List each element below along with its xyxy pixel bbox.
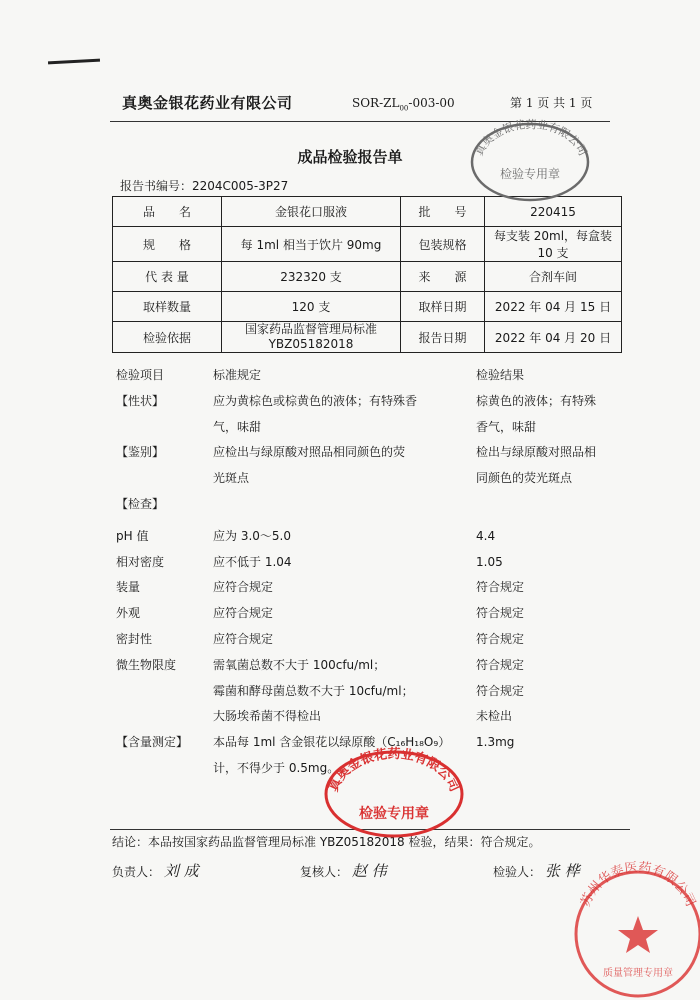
info-value: 每支装 20ml，每盒装 10 支 (485, 227, 622, 262)
result-item: 【含量测定】 (116, 735, 189, 750)
seal-corner-center-text: 质量管理专用章 (603, 968, 673, 979)
result-item: 外观 (116, 606, 141, 621)
seal-top-center-text: 检验专用章 (499, 167, 561, 181)
seal-top-ring-text: 真奥金银花药业有限公司 (472, 118, 590, 158)
seal-center-ring-text: 真奥金银花药业有限公司 (326, 747, 462, 795)
result-value: 符合规定 (476, 606, 525, 621)
result-standard: 应符合规定 (213, 632, 274, 646)
result-value: 符合规定 (476, 632, 525, 646)
info-label: 来 源 (401, 262, 485, 292)
seal-center-center-text: 检验专用章 (359, 806, 429, 822)
result-standard: 应检出与绿原酸对照品相同颜色的荧 (213, 445, 406, 460)
column-header-item: 检验项目 (116, 368, 165, 382)
info-label: 取样数量 (113, 292, 222, 322)
svg-text:苏州华泰医药有限公司 (577, 860, 697, 909)
result-standard: 应为黄棕色或棕黄色的液体；有特殊香 (213, 393, 418, 408)
quality-seal-corner (566, 860, 700, 1000)
reviewer-signature: 赵 伟 (351, 862, 387, 880)
result-value: 棕黄色的液体；有特殊 (476, 393, 597, 408)
seal-corner-ring-text: 苏州华泰医药有限公司 (578, 860, 698, 910)
info-value: 220415 (485, 197, 622, 227)
info-value: 金银花口服液 (222, 197, 401, 227)
responsible-signature: 刘 成 (163, 862, 199, 880)
info-row (113, 322, 622, 353)
info-row (113, 292, 622, 322)
result-value: 香气，味甜 (476, 419, 537, 434)
result-standard: 计，不得少于 0.5mg。 (213, 761, 340, 775)
result-value: 符合规定 (476, 683, 525, 698)
document-number: SOR-$ZL_{00}-003-00$ (352, 96, 455, 113)
result-standard: 光斑点 (213, 471, 250, 486)
report-title: 成品检验报告单 (297, 148, 403, 166)
result-item: 【检查】 (116, 497, 165, 511)
result-standard: 霉菌和酵母菌总数不大于 10cfu/ml； (213, 683, 414, 698)
result-item: 装量 (116, 580, 141, 595)
reviewer: 复核人： 赵 伟 (300, 862, 387, 880)
inspection-seal-top (463, 112, 593, 202)
result-standard: 大肠埃希菌不得检出 (213, 709, 322, 724)
result-standard: 应符合规定 (213, 580, 274, 595)
result-standard: 需氧菌总数不大于 100cfu/ml； (213, 657, 386, 672)
column-header-result: 检验结果 (476, 368, 525, 382)
scan-mark (48, 59, 100, 65)
result-standard: 本品每 1ml 含金银花以绿原酸（C₁₆H₁₈O₉） (213, 735, 451, 750)
info-label: 报告日期 (401, 322, 485, 353)
result-standard: 气，味甜 (213, 419, 262, 434)
inspection-seal-center (318, 738, 468, 838)
info-value: 232320 支 (222, 262, 401, 292)
result-value: 4.4 (476, 528, 496, 543)
report-number: 报告书编号：2204C005-3P27 (120, 179, 289, 193)
info-value: 2022 年 04 月 15 日 (485, 292, 622, 322)
result-item: pH 值 (116, 528, 149, 543)
result-value: 符合规定 (476, 580, 525, 595)
result-value: 1.05 (476, 554, 503, 569)
star-icon (618, 916, 658, 953)
svg-text:真奥金银花药业有限公司 (325, 746, 462, 794)
info-label: 取样日期 (401, 292, 485, 322)
info-value: 国家药品监督管理局标准 YBZ05182018 (222, 322, 401, 353)
result-item: 【性状】 (116, 393, 165, 408)
result-value: 符合规定 (476, 657, 525, 672)
conclusion: 结论：本品按国家药品监督管理局标准 YBZ05182018 检验，结果：符合规定。 (112, 835, 541, 849)
page-info: 第 1 页 共 1 页 (510, 96, 593, 110)
info-value: 2022 年 04 月 20 日 (485, 322, 622, 353)
result-value: 同颜色的荧光斑点 (476, 471, 573, 486)
result-item: 【鉴别】 (116, 445, 165, 460)
info-label: 检验依据 (113, 322, 222, 353)
info-label: 品 名 (113, 197, 222, 227)
info-value: 120 支 (222, 292, 401, 322)
result-standard: 应符合规定 (213, 606, 274, 621)
result-value: 检出与绿原酸对照品相 (476, 445, 597, 460)
info-value: 每 1ml 相当于饮片 90mg (222, 227, 401, 262)
result-standard: 应不低于 1.04 (213, 554, 292, 569)
product-info-table (112, 196, 622, 353)
info-label: 包装规格 (401, 227, 485, 262)
svg-text:真奥金银花药业有限公司 (472, 117, 590, 158)
result-item: 微生物限度 (116, 657, 177, 672)
result-value: 未检出 (476, 709, 513, 724)
result-value: 1.3mg (476, 735, 515, 750)
result-item: 密封性 (116, 632, 153, 646)
info-value: 合剂车间 (485, 262, 622, 292)
responsible-person: 负责人： 刘 成 (112, 862, 199, 880)
info-row (113, 227, 622, 262)
company-name: 真奥金银花药业有限公司 (122, 94, 293, 112)
column-header-standard: 标准规定 (213, 368, 262, 382)
result-standard: 应为 3.0～5.0 (213, 528, 291, 543)
result-item: 相对密度 (116, 554, 165, 569)
info-label: 批 号 (401, 197, 485, 227)
info-row (113, 262, 622, 292)
inspector: 检验人： 张 桦 (493, 862, 580, 880)
info-label: 代 表 量 (113, 262, 222, 292)
inspector-signature: 张 桦 (544, 862, 580, 880)
info-label: 规 格 (113, 227, 222, 262)
